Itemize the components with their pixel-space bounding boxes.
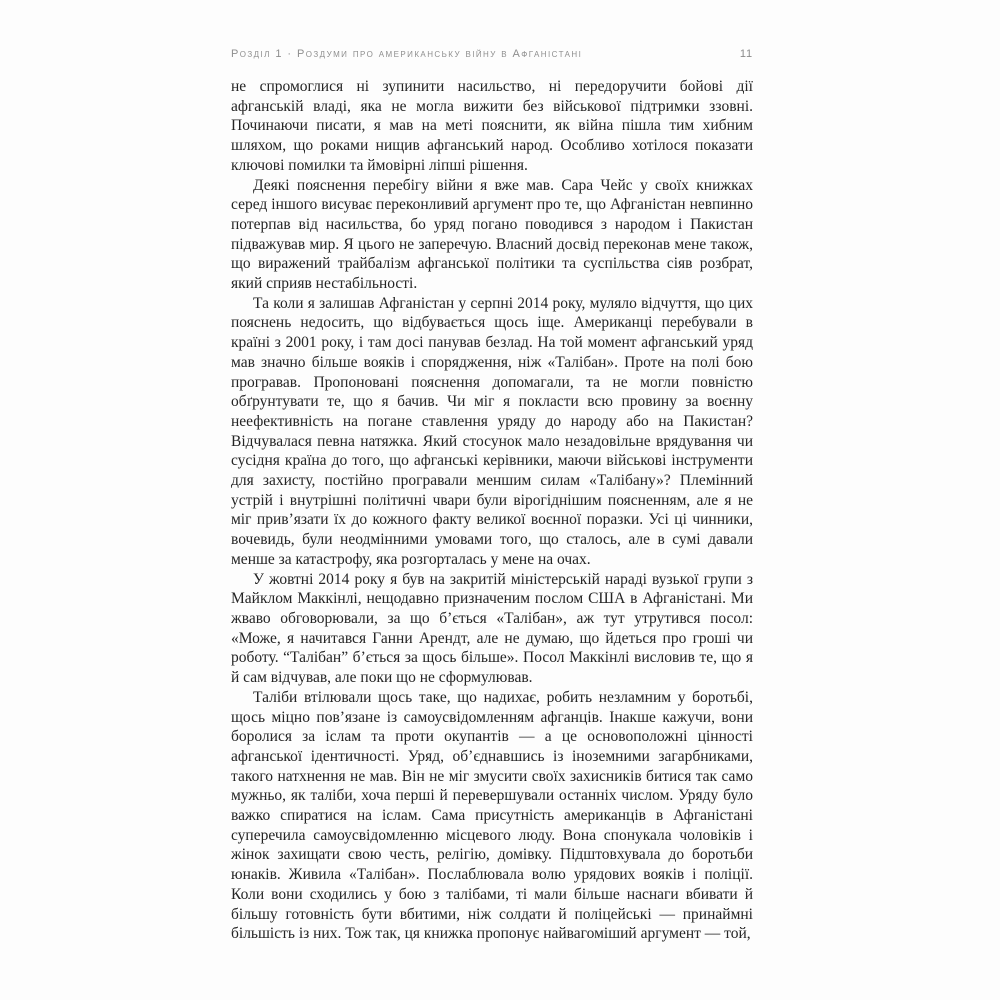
page-header <box>231 48 753 60</box>
paragraph: Та коли я залишав Афганістан у серпні 2014 року, муляло відчуття, що цих пояснень недосить, що відбувається щось іще. Американці перебували в країні з 2001 року, і там досі панував безлад. На той момент афганський уряд мав значно більше вояків і спорядження, ніж «Талібан». Проте на полі бою програвав. Пропоновані пояснення допомагали, та не могли повністю обґрунтувати те, що я бачив. Чи міг я покласти всю провину за воєнну неефективність на погане ставлення уряду до народу або на Пакистан? Відчувалася певна натяжка. Який стосунок мало незадовільне врядування чи сусідня країна до того, що афганські керівники, маючи військові інструменти для захисту, постійно програвали меншим силам «Талібану»? Племінний устрій і внутрішні політичні чвари були вірогіднішим поясненням, але я не міг прив’язати їх до кожного факту великої воєнної поразки. Усі ці чинники, вочевидь, були неодмінними умовами того, що сталось, але в сумі давали менше за катастрофу, яка розгорталась у мене на очах. <box>231 294 753 568</box>
running-title: Розділ 1 · Роздуми про американську війну в Афганістані <box>231 48 583 60</box>
paragraph: не спромоглися ні зупинити насильство, ні передоручити бойові дії афганській владі, яка не могла вижити без військової підтримки ззовні. Починаючи писати, я мав на меті пояснити, як війна пішла тим хибним шляхом, що роками нищив афганський народ. Особливо хотілося показати ключові помилки та ймовірні ліпші рішення. <box>231 78 753 174</box>
paragraph: Таліби втілювали щось таке, що надихає, робить незламним у боротьбі, щось міцно пов’язане із самоусвідомленням афганців. Інакше кажучи, вони боролися за іслам та проти окупантів — а це основоположні цінності афганської ідентичності. Уряд, об’єднавшись із іноземними загарбниками, такого натхнення не мав. Він не міг змусити своїх захисників битися так само мужньо, як таліби, хоча перші й перевершували останніх числом. Уряду було важко спиратися на іслам. Сама присутність американців в Афганістані суперечила самоусвідомленню місцевого люду. Вона спонукала чоловіків і жінок захищати свою честь, релігію, домівку. Підштовхувала до боротьби юнаків. Живила «Талібан». Послаблювала волю урядових вояків і поліції. Коли вони сходились у бою з талібами, ті мали більше наснаги вбивати й більшу готовність бути вбитими, ніж солдати й поліцейські — принаймні більшість із них. Тож так, ця книжка пропонує найвагоміший аргумент — той, <box>231 688 753 943</box>
page-number: 11 <box>739 48 753 60</box>
paragraph: У жовтні 2014 року я був на закритій міністерській нараді вузької групи з Майклом Маккінлі, нещодавно призначеним послом США в Афганістані. Ми жваво обговорювали, за що б’ється «Талібан», аж тут утрутився посол: «Може, я начитався Ганни Арендт, але не думаю, що йдеться про гроші чи роботу. “Талібан” б’ється за щось більше». Посол Маккінлі висловив те, що я й сам відчував, але поки що не сформулював. <box>231 570 753 687</box>
text-block <box>231 77 753 944</box>
paragraph: Деякі пояснення перебігу війни я вже мав. Сара Чейс у своїх книжках серед іншого висуває переконливий аргумент про те, що Афганістан невпинно потерпав від насильства, бо уряд погано поводився з народом і Пакистан підважував мир. Я цього не заперечую. Власний досвід переконав мене також, що виражений трайбалізм афганської політики та суспільства сіяв розбрат, який сприяв нестабільності. <box>231 176 753 293</box>
